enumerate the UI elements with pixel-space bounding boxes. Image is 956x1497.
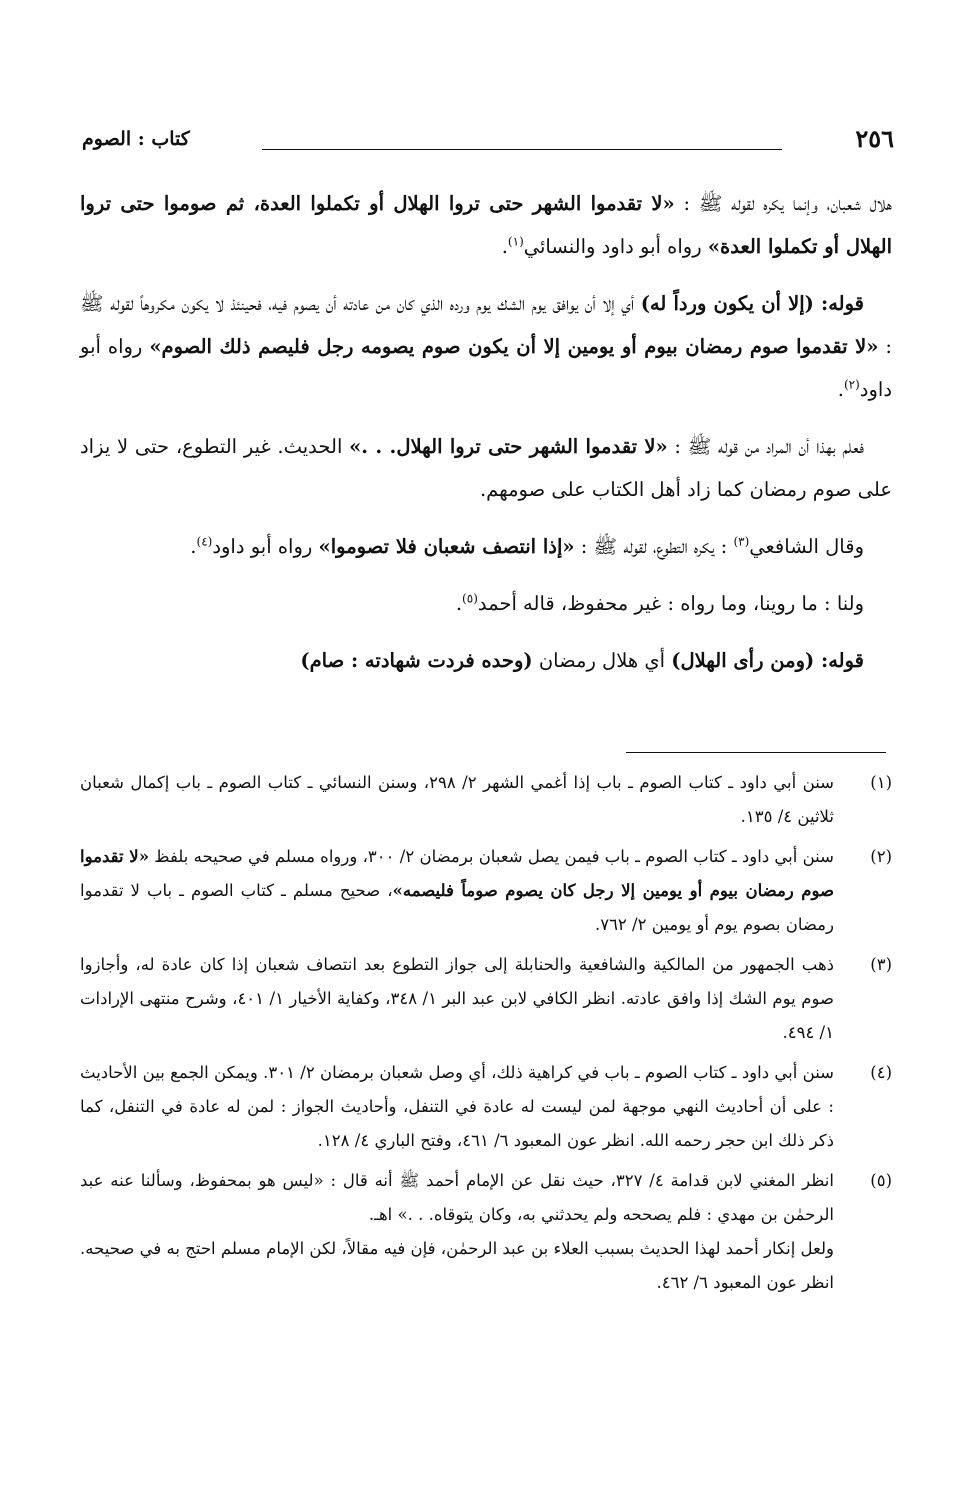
hadith-quote: «لا تقدموا صوم رمضان بيوم أو يومين إلا رجل كان يصوم صوماً فليصمه» [80,847,835,900]
footnote-5 [80,1164,892,1300]
main-text [80,182,892,696]
footnote-text: ذهب الجمهور من المالكية والشافعية والحنابلة إلى جواز التطوع بعد انتصاف شعبان إذا كان عادة له، وأجازوا صوم يوم الشك إذا وافق عادته. انظر الكافي لابن عبد البر ١/ ٣٤٨، وكفاية الأخيار ١/ ٤٠١، وشرح منتهى الإرادات ١/ ٤٩٤. [80,955,834,1042]
footnote-number: (٣) [870,955,892,974]
text-run: فعلم بهذا أن المراد من قوله ﷺ : [667,435,864,458]
hadith-quote: «لا تقدموا صوم رمضان بيوم أو يومين إلا أن يكون صوم يصومه رجل فليصم ذلك الصوم» [149,335,879,358]
text-run: رواه أبو داود والنسائي [523,235,708,258]
paragraph-6 [80,639,892,682]
commentary-heading: قوله: (إلا أن يكون ورداً له) [640,292,864,315]
footnote-ref: (٢) [843,377,860,392]
text-run: . [455,592,463,615]
footnote-text: ولعل إنكار أحمد لهذا الحديث بسبب العلاء بن عبد الرحمٰن، فإن فيه مقالاً، لكن الإمام مسلم احتج به في صحيحه. انظر عون المعبود ٦/ ٤٦٢. [80,1239,834,1292]
footnote-2 [80,840,892,942]
paragraph-5 [80,582,892,625]
text-run: وقال الشافعي [749,535,864,558]
hadith-quote: «لا تقدموا الشهر حتى تروا الهلال أو تكملوا العدة، ثم صوموا حتى تروا الهلال أو تكملوا العدة» [80,192,892,258]
page-number: ٢٥٦ [855,124,894,153]
text-run: : يكره التطوع، لقوله ﷺ : [574,535,734,558]
footnote-ref: (٣) [733,534,750,549]
paragraph-2 [80,282,892,411]
footnote-text: سنن أبي داود ـ كتاب الصوم ـ باب في كراهية ذلك، أي وصل شعبان برمضان ٢/ ٣٠١. ويمكن الجمع بين الأحاديث : على أن أحاديث النهي موجهة لمن ليست له عادة في التنفل، وأحاديث الجواز : لمن له عادة في التنفل، كما ذكر ذلك ابن حجر رحمه الله. انظر عون المعبود ٦/ ٤٦١، وفتح الباري ٤/ ١٢٨. [80,1063,834,1150]
text-run: رواه أبو داود [212,535,319,558]
footnote-number: (٢) [870,847,892,866]
footnote-text: سنن أبي داود ـ كتاب الصوم ـ باب فيمن يصل شعبان برمضان ٢/ ٣٠٠، ورواه مسلم في صحيحه بلفظ [149,847,834,866]
footnote-ref: (١) [507,234,524,249]
text-run: أي إلا أن يوافق يوم الشك يوم ورده الذي كان من عادته أن يصوم فيه، فحينئذ لا يكون مكروهاً لقوله ﷺ : [80,292,892,358]
commentary-heading: قوله: (ومن رأى الهلال) [671,649,864,672]
paragraph-4 [80,525,892,568]
page-header [82,120,894,160]
book-title: كتاب : الصوم [82,128,190,150]
text-run: . [190,535,197,558]
text-run: الحديث. غير التطوع، حتى لا يزاد على صوم رمضان كما زاد أهل الكتاب على صومهم. [80,435,892,501]
footnotes [80,766,892,1306]
footnote-separator [626,752,886,753]
paragraph-1 [80,182,892,268]
footnote-text: ، صحيح مسلم ـ كتاب الصوم ـ باب لا تقدموا رمضان بصوم يوم أو يومين ٢/ ٧٦٢. [80,881,834,934]
hadith-quote: «لا تقدموا الشهر حتى تروا الهلال. . .» [349,435,668,458]
footnote-text: سنن أبي داود ـ كتاب الصوم ـ باب إذا أغمي الشهر ٢/ ٢٩٨، وسنن النسائي ـ كتاب الصوم ـ باب إكمال شعبان ثلاثين ٤/ ١٣٥. [80,773,835,826]
header-rule [262,149,782,150]
footnote-ref: (٤) [196,534,213,549]
footnote-number: (١) [870,773,892,792]
paragraph-3 [80,425,892,511]
footnote-number: (٤) [870,1063,892,1082]
text-run: . [837,378,844,401]
text-run: رواه أبو داود [80,335,892,401]
text-run: هلال شعبان، وإنما يكره لقوله ﷺ : [674,192,892,215]
footnote-1 [80,766,892,834]
matn-quote: (وحده فردت شهادته : صام) [300,649,533,672]
footnote-number: (٥) [870,1171,892,1190]
text-run: ولنا : ما روينا، وما رواه : غير محفوظ، قاله أحمد [477,592,864,615]
text-run: . [501,235,508,258]
hadith-quote: «إذا انتصف شعبان فلا تصوموا» [318,535,575,558]
text-run: أي هلال رمضان [532,649,672,672]
footnote-ref: (٥) [462,591,478,606]
footnote-4 [80,1056,892,1158]
footnote-text: انظر المغني لابن قدامة ٤/ ٣٢٧، حيث نقل عن الإمام أحمد ﷺ أنه قال : «ليس هو بمحفوظ، وسألنا عنه عبد الرحمٰن بن مهدي : فلم يصححه ولم يحدثني به، وكان يتوقاه. . .» اهـ. [80,1171,834,1224]
footnote-3 [80,948,892,1050]
